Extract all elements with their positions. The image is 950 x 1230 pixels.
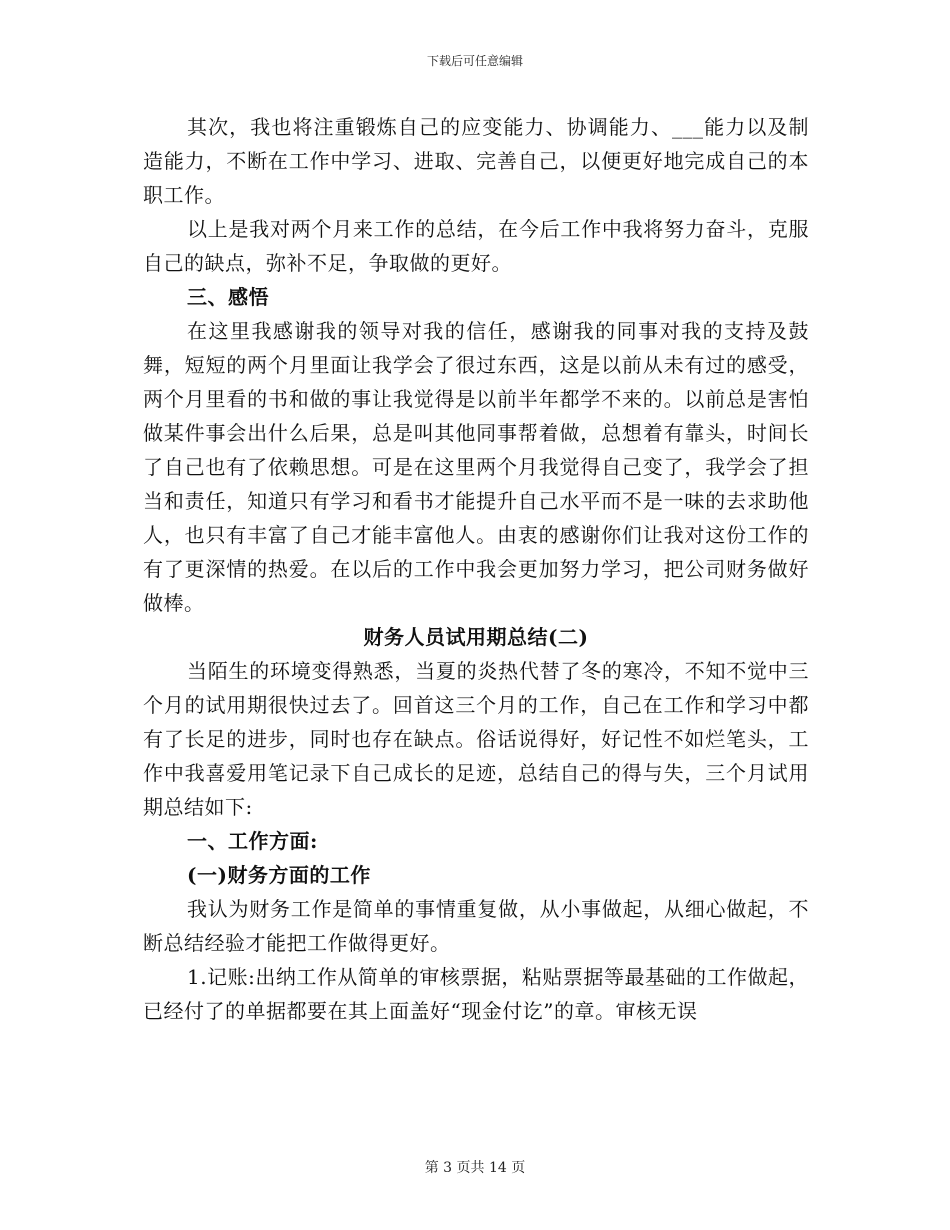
subsection-heading: (一)财务方面的工作: [187, 863, 371, 887]
page-header: 下载后可任意编辑: [426, 54, 523, 68]
page-footer: 第 3 页共 14 页: [424, 1160, 526, 1176]
section-heading: 一、工作方面:: [187, 829, 318, 853]
paragraph: 以上是我对两个月来工作的总结，在今后工作中我将努力奋斗，克服自己的缺点，弥补不足，争取做的更好。: [143, 217, 809, 275]
paragraph: 其次，我也将注重锻炼自己的应变能力、协调能力、___能力以及制造能力，不断在工作中学习、进取、完善自己，以便更好地完成自己的本职工作。: [143, 115, 809, 207]
paragraph: 在这里我感谢我的领导对我的信任，感谢我的同事对我的支持及鼓舞，短短的两个月里面让我学会了很过东西，这是以前从未有过的感受，两个月里看的书和做的事让我觉得是以前半年都学不来的。以前总是害怕做某件事会出什么后果，总是叫其他同事帮着做，总想着有靠头，时间长了自己也有了依赖思想。可是在这里两个月我觉得自己变了，我学会了担当和责任，知道只有学习和看书才能提升自己水平而不是一味的去求助他人，也只有丰富了自己才能丰富他人。由衷的感谢你们让我对这份工作的有了更深情的热爱。在以后的工作中我会更加努力学习，把公司财务做好做棒。: [143, 319, 809, 615]
document-title: 财务人员试用期总结(二): [363, 625, 589, 649]
paragraph: 我认为财务工作是简单的事情重复做，从小事做起，从细心做起，不断总结经验才能把工作做得更好。: [143, 897, 809, 955]
paragraph: 当陌生的环境变得熟悉，当夏的炎热代替了冬的寒冷，不知不觉中三个月的试用期很快过去了。回首这三个月的工作，自己在工作和学习中都有了长足的进步，同时也存在缺点。俗话说得好，好记性不如烂笔头，工作中我喜爱用笔记录下自己成长的足迹，总结自己的得与失，三个月试用期总结如下:: [143, 659, 809, 819]
document-body: [143, 110, 809, 1028]
paragraph: 1.记账:出纳工作从简单的审核票据，粘贴票据等最基础的工作做起，已经付了的单据都要在其上面盖好“现金付讫”的章。审核无误: [143, 965, 809, 1023]
section-heading: 三、感悟: [187, 285, 269, 309]
